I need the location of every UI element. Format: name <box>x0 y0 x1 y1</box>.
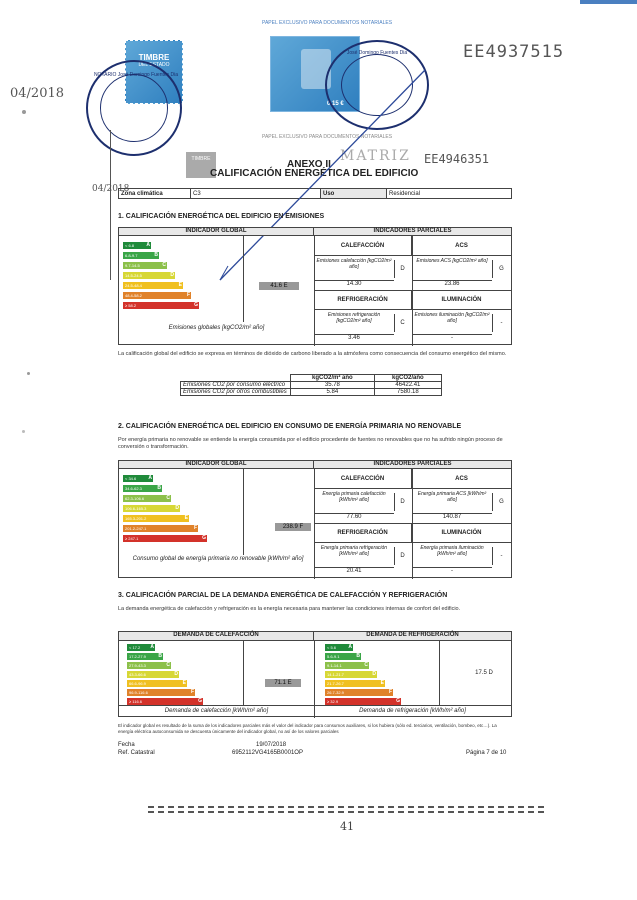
s3-cool-scale-letter: E <box>380 680 384 686</box>
s3-heat-scale-row-f <box>127 689 195 696</box>
notary-seal-left <box>86 60 182 156</box>
s2-scale-range: 165.3-201.2 <box>125 516 147 521</box>
section3-box <box>118 631 512 717</box>
s3-heat-scale-letter: C <box>166 662 170 668</box>
s2-scale-row-g <box>123 535 207 542</box>
s1-cooling-title: REFRIGERACIÓN <box>314 290 412 310</box>
s2-scale-row-b <box>123 485 162 492</box>
s2-intro: Por energía primaria no renovable se entiende la energía consumida por el edificio procedente de fuentes no renovables que no ha sufrido ningún proceso de conversión o transformación. <box>118 437 503 450</box>
s3-heat-scale-range: 43.3-66.6 <box>129 672 146 677</box>
page-number: 41 <box>340 820 354 833</box>
serial-number-top: EE4937515 <box>463 42 565 62</box>
co2-row2-label: Emisiones CO2 por otros combustibles <box>181 389 291 396</box>
footer-page: Página 7 de 10 <box>466 750 507 756</box>
section2-box <box>118 460 512 578</box>
s2-scale-letter: C <box>166 495 170 501</box>
co2-row1-v2: 46422.41 <box>374 382 441 389</box>
s2-scale-letter: D <box>175 505 179 511</box>
date-stamp: 04/2018 <box>10 86 65 101</box>
s2-scale-row-f <box>123 525 198 532</box>
s2-scale <box>123 475 243 545</box>
s2-scale-letter: F <box>193 525 197 531</box>
s2-cooling-letter: D <box>394 547 410 565</box>
s2-partials <box>314 469 511 579</box>
s3-heat-scale-letter: F <box>190 689 194 695</box>
s2-scale-range: 34.6-62.3 <box>125 486 142 491</box>
s1-scale-letter: G <box>194 302 198 308</box>
s3-heat-scale-row-c <box>127 662 171 669</box>
s3-cool-scale-range: 26.7-32.9 <box>327 690 344 695</box>
s3-heat-scale-row-d <box>127 671 179 678</box>
s3-heat-scale-letter: E <box>182 680 186 686</box>
s3-cool-scale-letter: G <box>396 698 400 704</box>
s1-scale-range: ≥ 58.2 <box>125 303 137 308</box>
s2-acs-value: 140.87 <box>412 513 492 520</box>
section1-title: 1. CALIFICACIÓN ENERGÉTICA DEL EDIFICIO EN EMISIONES <box>118 213 325 220</box>
s1-lighting-value: - <box>412 334 492 341</box>
s3-heat-scale-letter: B <box>158 653 162 659</box>
s2-lighting-value: - <box>412 567 492 574</box>
s1-scale-range: < 6.8 <box>125 243 135 248</box>
top-edge-mark <box>580 0 637 4</box>
section3-title: 3. CALIFICACIÓN PARCIAL DE LA DEMANDA ENERGÉTICA DE CALEFACCIÓN Y REFRIGERACIÓN <box>118 592 448 599</box>
section2-title: 2. CALIFICACIÓN ENERGÉTICA DEL EDIFICIO EN CONSUMO DE ENERGÍA PRIMARIA NO RENOVABLE <box>118 423 462 430</box>
s3-cool-scale-range: < 5.6 <box>327 645 337 650</box>
s1-heating-title: CALEFACCIÓN <box>314 236 412 256</box>
s3-cool-scale <box>325 644 433 706</box>
annex-subtitle: CALIFICACIÓN ENERGÉTICA DEL EDIFICIO <box>210 168 419 179</box>
s2-acs-desc: Energía primaria ACS [kWh/m² año] <box>417 491 487 503</box>
s3-cool-scale-row-g <box>325 698 401 705</box>
s1-scale-letter: B <box>154 252 158 258</box>
s1-global-caption: Emisiones globales [kgCO2/m² año] <box>168 325 265 331</box>
stamp-value: 0,15 € <box>327 101 344 107</box>
s2-heating-desc: Energía primaria calefacción [kWh/m² año] <box>322 491 386 503</box>
s3-heat-scale-row-a <box>127 644 155 651</box>
s1-scale-letter: A <box>146 242 150 248</box>
s1-acs-letter: G <box>492 260 510 278</box>
s1-scale-range: 6.8-9.7 <box>125 253 138 258</box>
s3-cool-scale-row-e <box>325 680 385 687</box>
s1-cooling-value: 3.46 <box>314 334 394 341</box>
footer-date-label: Fecha <box>118 742 135 748</box>
s1-scale <box>123 242 243 312</box>
s1-scale-row-e <box>123 282 183 289</box>
s1-scale-row-d <box>123 272 175 279</box>
s3-cool-scale-row-d <box>325 671 377 678</box>
s1-lighting-desc: Emisiones iluminación [kgCO2/m² año] <box>414 312 490 324</box>
s3-heat-scale-row-b <box>127 653 163 660</box>
margin-rule <box>110 130 111 280</box>
s3-heat-value: 71.1 E <box>265 679 301 687</box>
s1-scale-row-g <box>123 302 199 309</box>
s3-intro: La demanda energética de calefacción y refrigeración es la energía necesaria para mantener las condiciones internas de confort del edificio. <box>118 606 461 612</box>
date-stamp-2: 04/2018 <box>92 184 130 194</box>
s3-heat-header: DEMANDA DE CALEFACCIÓN <box>119 632 314 641</box>
s3-heat-scale-letter: D <box>174 671 178 677</box>
s1-scale-range: 48.4-58.2 <box>125 293 142 298</box>
s2-scale-range: ≥ 247.1 <box>125 536 139 541</box>
s2-scale-row-a <box>123 475 153 482</box>
s2-cooling-value: 20.41 <box>314 567 394 574</box>
s2-global-header: INDICADOR GLOBAL <box>119 461 314 469</box>
s3-cool-scale-range: ≥ 32.9 <box>327 699 339 704</box>
s1-note: La calificación global del edificio se expresa en términos de dióxido de carbono liberado a la atmósfera como consecuencia del consumo energético del mismo. <box>118 351 507 357</box>
s3-cool-scale-row-c <box>325 662 369 669</box>
s1-cooling-desc: Emisiones refrigeración [kgCO2/m² año] <box>327 312 381 324</box>
s2-scale-row-e <box>123 515 189 522</box>
s2-scale-row-c <box>123 495 171 502</box>
s3-cool-scale-range: 9.1-14.1 <box>327 663 342 668</box>
s1-scale-range: 24.5-48.4 <box>125 283 142 288</box>
s2-partial-header: INDICADORES PARCIALES <box>314 461 511 469</box>
small-timbre-label: TIMBRE <box>191 156 211 162</box>
timbre-estado: DEL ESTADO <box>138 62 170 68</box>
s1-scale-row-c <box>123 262 167 269</box>
s2-lighting-letter: - <box>492 547 510 565</box>
s3-cool-scale-letter: B <box>356 653 360 659</box>
zone-label: Zona climática <box>119 189 191 199</box>
matriz-stamp: MATRIZ <box>340 148 411 164</box>
paper-notice-small: PAPEL EXCLUSIVO PARA DOCUMENTOS NOTARIALES <box>262 134 393 140</box>
serial-number-mid: EE4946351 <box>424 152 490 166</box>
s3-heat-scale-range: 96.9-116.6 <box>129 690 148 695</box>
s1-scale-letter: D <box>170 272 174 278</box>
s2-global-caption: Consumo global de energía primaria no renovable [kWh/m² año] <box>132 556 304 562</box>
s3-cool-value: 17.5 D <box>475 670 493 676</box>
paper-notice: PAPEL EXCLUSIVO PARA DOCUMENTOS NOTARIALES <box>262 20 393 26</box>
s3-cool-scale-range: 14.1-21.7 <box>327 672 344 677</box>
co2-row2-v1: 5.84 <box>291 389 375 396</box>
footer-note: El indicador global es resultado de la suma de los indicadores parciales más el valor del indicador para consumos auxiliares, si los hubiera (sólo ed. terciarios, ventilación, bombeo, etc…). La energía eléctrica autoconsumida se descuenta únicamente del indicador global, no así de los valores parciales <box>118 723 497 734</box>
s2-lighting-title: ILUMINACIÓN <box>412 523 511 543</box>
s2-scale-letter: B <box>157 485 161 491</box>
s3-cool-caption: Demanda de refrigeración [kWh/m² año] <box>359 708 466 714</box>
s3-heat-scale-range: ≥ 116.6 <box>129 699 143 704</box>
s3-heat-scale-letter: G <box>198 698 202 704</box>
seal-text-left: NOTARIO José Domingo Fuentes Dia <box>93 72 179 78</box>
margin-dot-2 <box>27 372 30 375</box>
s3-cool-header: DEMANDA DE REFRIGERACIÓN <box>314 632 511 641</box>
s1-scale-letter: C <box>162 262 166 268</box>
bottom-rule <box>148 806 544 808</box>
use-value: Residencial <box>387 189 512 199</box>
footer-ref-label: Ref. Catastral <box>118 750 155 756</box>
s1-acs-value: 23.86 <box>412 280 492 287</box>
co2-col1: kgCO2/m² año <box>291 375 375 382</box>
s1-lighting-letter: - <box>492 314 510 332</box>
s1-heating-desc: Emisiones calefacción [kgCO2/m² año] <box>316 258 392 270</box>
s1-heating-letter: D <box>394 260 410 278</box>
co2-table <box>180 374 442 396</box>
s2-scale-range: 62.3-106.6 <box>125 496 145 501</box>
s3-heat-caption: Demanda de calefacción [kWh/m² año] <box>164 708 269 714</box>
use-label: Uso <box>321 189 387 199</box>
s3-cool-scale-letter: D <box>372 671 376 677</box>
zone-value: C3 <box>191 189 321 199</box>
s2-scale-row-d <box>123 505 180 512</box>
s1-partial-header: INDICADORES PARCIALES <box>314 228 511 236</box>
s3-cool-scale-letter: A <box>348 644 352 650</box>
s3-heat-scale-range: 27.9-43.3 <box>129 663 146 668</box>
seal-text-right: José Domingo Fuentes Dia <box>346 50 408 56</box>
s2-acs-letter: G <box>492 493 510 511</box>
s3-heat-scale-letter: A <box>150 644 154 650</box>
co2-row1-label: Emisiones CO2 por consumo eléctrico <box>181 382 291 389</box>
s3-heat-scale <box>127 644 235 706</box>
s1-acs-desc: Emisiones ACS [kgCO2/m² año] <box>416 258 488 264</box>
s2-cooling-title: REFRIGERACIÓN <box>314 523 412 543</box>
s2-scale-letter: E <box>184 515 188 521</box>
section1-box <box>118 227 512 345</box>
s2-scale-letter: A <box>148 475 152 481</box>
s2-heating-letter: D <box>394 493 410 511</box>
footer-ref-value: 6952112VG4165B0001OP <box>232 750 303 756</box>
s1-heating-value: 14.30 <box>314 280 394 287</box>
s2-scale-range: 106.6-165.3 <box>125 506 147 511</box>
s2-acs-title: ACS <box>412 469 511 489</box>
s1-scale-range: 9.7-14.5 <box>125 263 140 268</box>
margin-dot-3 <box>22 430 25 433</box>
s2-scale-letter: G <box>202 535 206 541</box>
s1-partials <box>314 236 511 346</box>
s2-lighting-desc: Energía primaria iluminación [kWh/m² año] <box>420 545 484 557</box>
co2-col2: kgCO2/año <box>374 375 441 382</box>
s1-scale-range: 14.5-24.5 <box>125 273 142 278</box>
s1-acs-title: ACS <box>412 236 511 256</box>
s3-heat-scale-range: < 17.2 <box>129 645 141 650</box>
s1-scale-row-b <box>123 252 159 259</box>
footer-date-value: 19/07/2018 <box>256 742 287 748</box>
s1-scale-letter: E <box>178 282 182 288</box>
s1-global-header: INDICADOR GLOBAL <box>119 228 314 236</box>
s1-scale-row-a <box>123 242 151 249</box>
s2-scale-range: 201.2-247.1 <box>125 526 147 531</box>
s1-lighting-title: ILUMINACIÓN <box>412 290 511 310</box>
bottom-rule-2 <box>148 811 544 813</box>
s2-scale-range: < 34.6 <box>125 476 137 481</box>
margin-dot <box>22 110 26 114</box>
s3-cool-scale-row-a <box>325 644 353 651</box>
s3-heat-scale-row-g <box>127 698 203 705</box>
s2-cooling-desc: Energía primaria refrigeración [kWh/m² año] <box>320 545 388 557</box>
s3-cool-scale-row-b <box>325 653 361 660</box>
timbre-label: TIMBRE <box>138 53 170 62</box>
s2-heating-title: CALEFACCIÓN <box>314 469 412 489</box>
s3-cool-scale-range: 21.7-26.7 <box>327 681 344 686</box>
s3-heat-scale-row-e <box>127 680 187 687</box>
s3-heat-scale-range: 66.6-96.9 <box>129 681 146 686</box>
s3-heat-scale-range: 17.2-27.9 <box>129 654 146 659</box>
annex-title: ANEXO II <box>287 159 331 170</box>
s2-heating-value: 77.60 <box>314 513 394 520</box>
co2-row2-v2: 7580.18 <box>374 389 441 396</box>
s3-cool-scale-range: 5.6-9.1 <box>327 654 340 659</box>
s1-scale-row-f <box>123 292 191 299</box>
s3-cool-scale-letter: F <box>388 689 392 695</box>
s1-scale-letter: F <box>186 292 190 298</box>
s3-cool-scale-letter: C <box>364 662 368 668</box>
s2-global-value: 238.9 F <box>275 523 311 531</box>
co2-row1-v1: 35.78 <box>291 382 375 389</box>
s1-cooling-letter: C <box>394 314 410 332</box>
s1-global-value: 41.6 E <box>259 282 299 290</box>
s3-cool-scale-row-f <box>325 689 393 696</box>
